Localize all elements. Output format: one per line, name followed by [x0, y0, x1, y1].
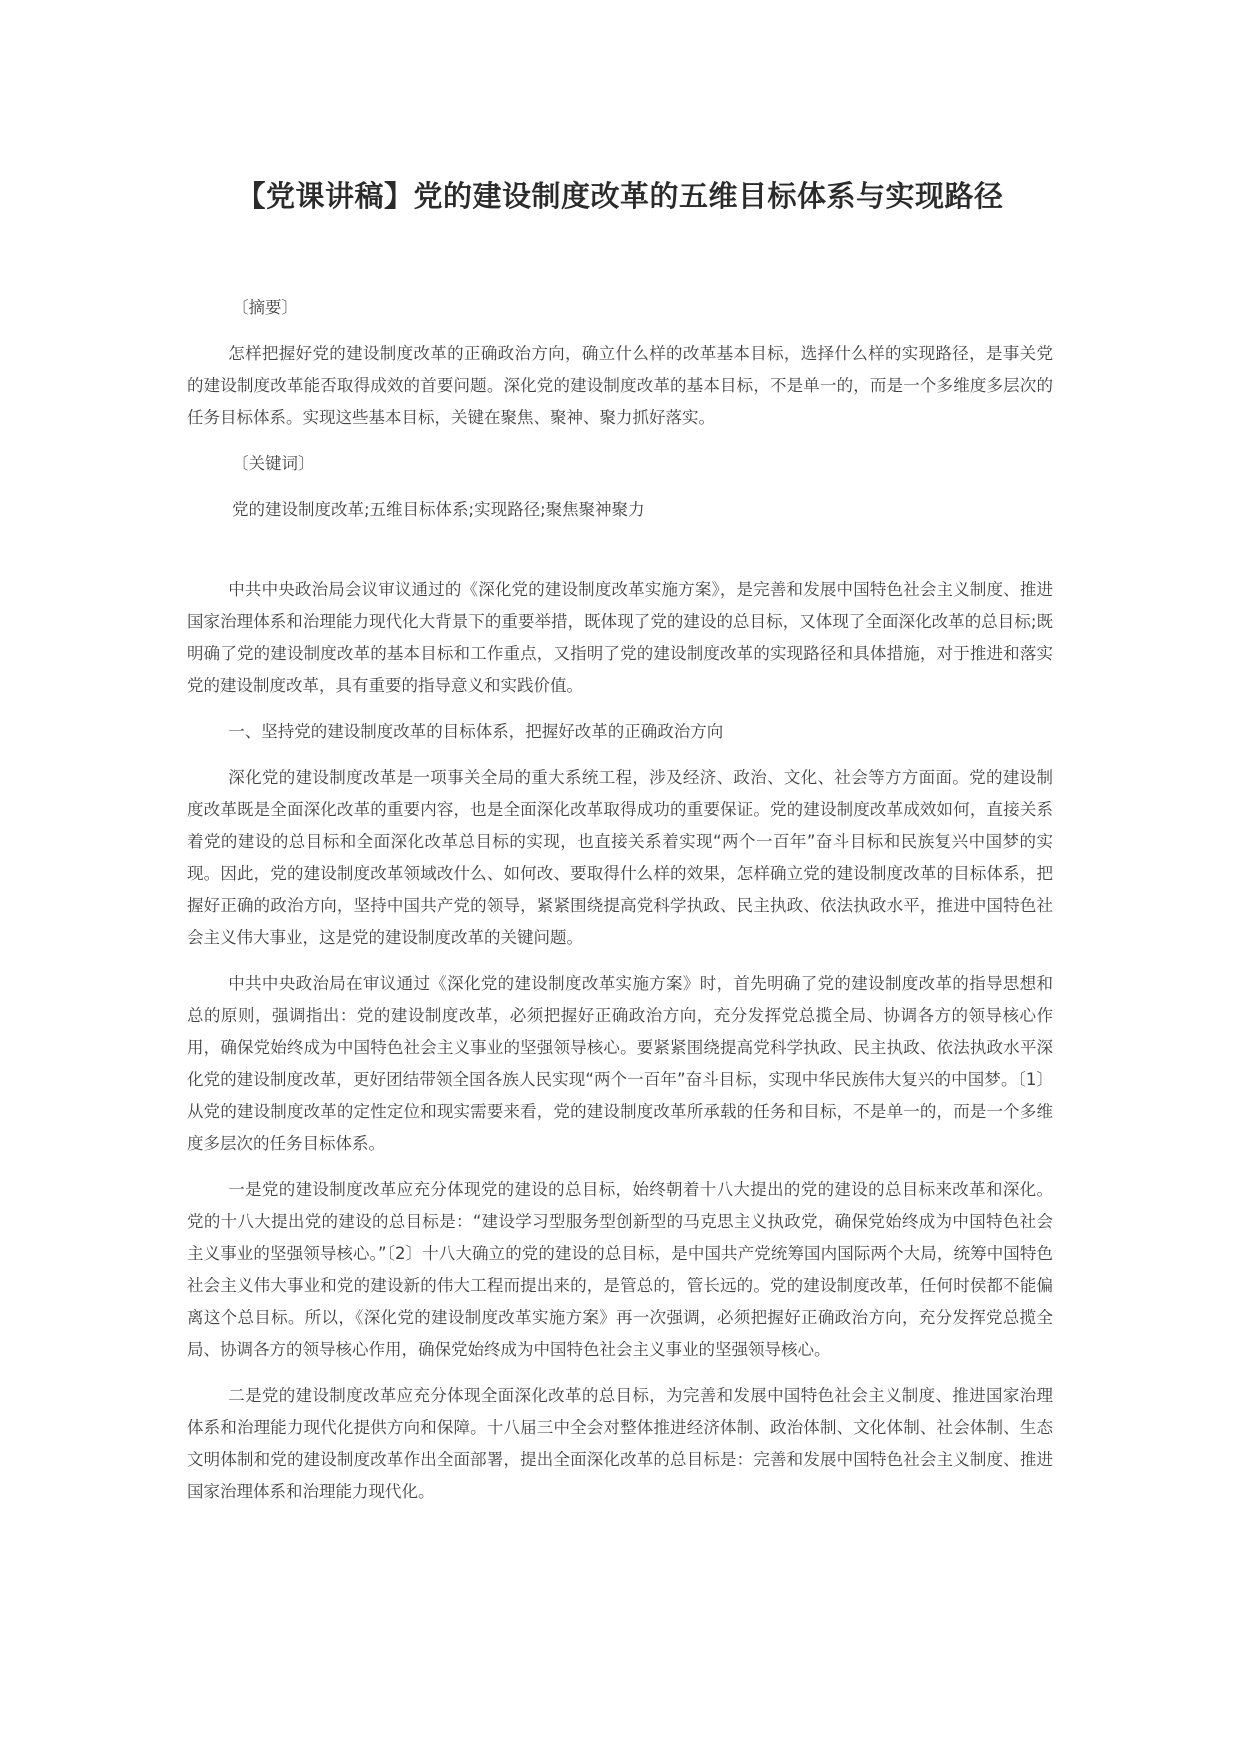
section-heading: 一、坚持党的建设制度改革的目标体系，把握好改革的正确政治方向: [228, 722, 724, 741]
page-title: 【党课讲稿】党的建设制度改革的五维目标体系与实现路径: [236, 179, 1004, 213]
body-paragraph: 一是党的建设制度改革应充分体现党的建设的总目标，始终朝着十八大提出的党的建设的总目标来改革和深化。党的十八大提出党的建设的总目标是：“建设学习型服务型创新型的马克思主义执政党，确保党始终成为中国特色社会主义事业的坚强领导核心。”〔2〕十八大确立的党的建设的总目标，是中国共产党统筹国内国际两个大局，统筹中国特色社会主义伟大事业和党的建设新的伟大工程而提出来的，是管总的，管长远的。党的建设制度改革，任何时侯都不能偏离这个总目标。所以，《深化党的建设制度改革实施方案》再一次强调，必须把握好正确政治方向，充分发挥党总揽全局、协调各方的领导核心作用，确保党始终成为中国特色社会主义事业的坚强领导核心。: [187, 1180, 1053, 1359]
keywords-text: 党的建设制度改革;五维目标体系;实现路径;聚焦聚神聚力: [232, 500, 645, 519]
abstract-text: 怎样把握好党的建设制度改革的正确政治方向，确立什么样的改革基本目标，选择什么样的实现路径，是事关党的建设制度改革能否取得成效的首要问题。深化党的建设制度改革的基本目标，不是单一的，而是一个多维度多层次的任务目标体系。实现这些基本目标，关键在聚焦、聚神、聚力抓好落实。: [187, 344, 1053, 427]
keywords-label: 〔关键词〕: [232, 454, 315, 473]
body-paragraph: 深化党的建设制度改革是一项事关全局的重大系统工程，涉及经济、政治、文化、社会等方方面面。党的建设制度改革既是全面深化改革的重要内容，也是全面深化改革取得成功的重要保证。党的建设制度改革成效如何，直接关系着党的建设的总目标和全面深化改革总目标的实现，也直接关系着实现“两个一百年”奋斗目标和民族复兴中国梦的实现。因此，党的建设制度改革领域改什么、如何改、要取得什么样的效果，怎样确立党的建设制度改革的目标体系，把握好正确的政治方向，坚持中国共产党的领导，紧紧围绕提高党科学执政、民主执政、依法执政水平，推进中国特色社会主义伟大事业，这是党的建设制度改革的关键问题。: [187, 768, 1053, 947]
body-paragraph: 二是党的建设制度改革应充分体现全面深化改革的总目标，为完善和发展中国特色社会主义制度、推进国家治理体系和治理能力现代化提供方向和保障。十八届三中全会对整体推进经济体制、政治体制、文化体制、社会体制、生态文明体制和党的建设制度改革作出全面部署，提出全面深化改革的总目标是：完善和发展中国特色社会主义制度、推进国家治理体系和治理能力现代化。: [187, 1386, 1053, 1501]
abstract-label: 〔摘要〕: [232, 298, 298, 317]
body-paragraph: 中共中央政治局会议审议通过的《深化党的建设制度改革实施方案》，是完善和发展中国特色社会主义制度、推进国家治理体系和治理能力现代化大背景下的重要举措，既体现了党的建设的总目标，又体现了全面深化改革的总目标;既明确了党的建设制度改革的基本目标和工作重点，又指明了党的建设制度改革的实现路径和具体措施，对于推进和落实党的建设制度改革，具有重要的指导意义和实践价值。: [187, 580, 1053, 695]
document-body: [187, 292, 1053, 1508]
body-paragraph: 中共中央政治局在审议通过《深化党的建设制度改革实施方案》时，首先明确了党的建设制度改革的指导思想和总的原则，强调指出：党的建设制度改革，必须把握好正确政治方向，充分发挥党总揽全局、协调各方的领导核心作用，确保党始终成为中国特色社会主义事业的坚强领导核心。要紧紧围绕提高党科学执政、民主执政、依法执政水平深化党的建设制度改革，更好团结带领全国各族人民实现“两个一百年”奋斗目标，实现中华民族伟大复兴的中国梦。〔1〕从党的建设制度改革的定性定位和现实需要来看，党的建设制度改革所承载的任务和目标，不是单一的，而是一个多维度多层次的任务目标体系。: [187, 974, 1053, 1153]
